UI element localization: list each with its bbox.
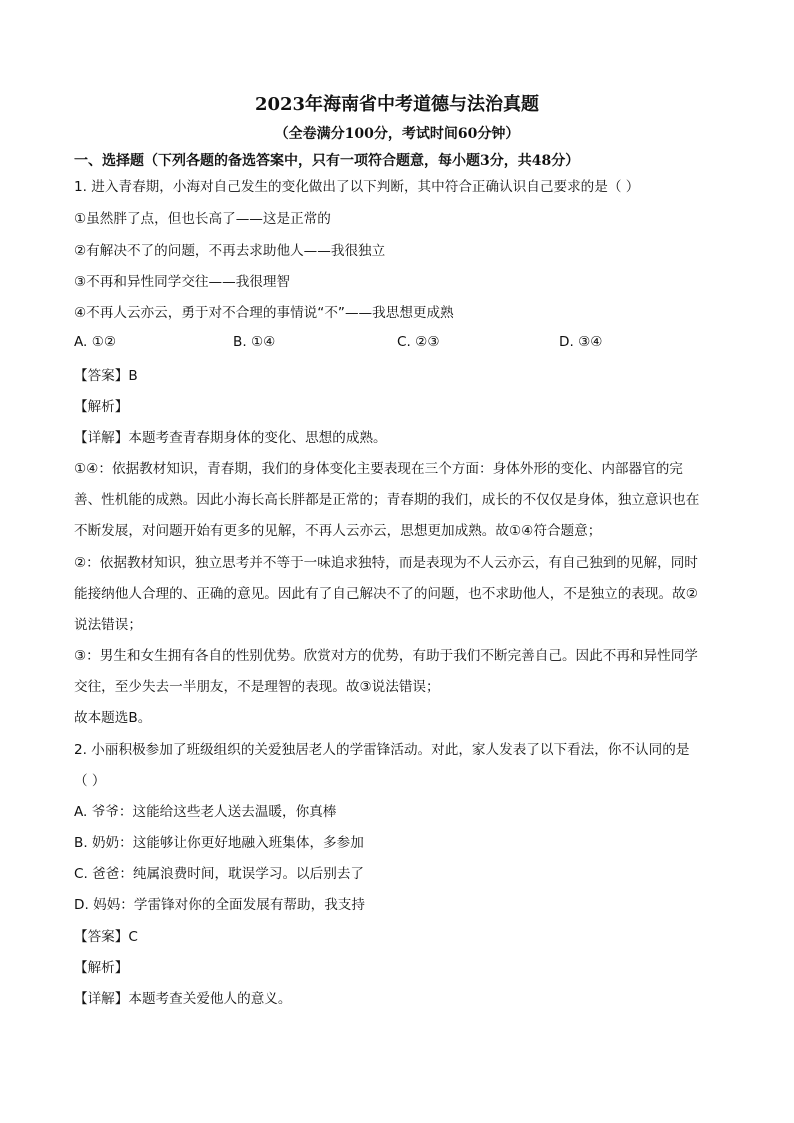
q1-explain-line-1: ①④：依据教材知识，青春期，我们的身体变化主要表现在三个方面：身体外形的变化、内部器官的完 bbox=[74, 461, 683, 477]
q1-options bbox=[74, 334, 734, 354]
q1-explain-line-6: 说法错误； bbox=[74, 617, 142, 633]
q1-detail: 【详解】本题考查青春期身体的变化、思想的成熟。 bbox=[74, 430, 387, 446]
q1-explain-line-3: 不断发展，对问题开始有更多的见解，不再人云亦云，思想更加成熟。故①④符合题意； bbox=[74, 523, 602, 539]
q2-stem-brackets: （ ） bbox=[74, 773, 106, 789]
q1-answer: 【答案】B bbox=[74, 368, 138, 384]
q1-explain-line-5: 能接纳他人合理的、正确的意见。因此有了自己解决不了的问题，也不求助他人，不是独立的表现。故② bbox=[74, 586, 698, 602]
q1-item-3: ③不再和异性同学交往——我很理智 bbox=[74, 274, 291, 290]
q1-analysis-label: 【解析】 bbox=[74, 399, 129, 415]
q1-option-a: A. ①② bbox=[74, 334, 117, 350]
q2-answer: 【答案】C bbox=[74, 929, 138, 945]
q1-explain-line-9: 故本题选B。 bbox=[74, 710, 152, 726]
q1-item-2: ②有解决不了的问题，不再去求助他人——我很独立 bbox=[74, 243, 386, 259]
q2-option-d: D. 妈妈：学雷锋对你的全面发展有帮助，我支持 bbox=[74, 897, 365, 913]
q1-explain-line-8: 交往，至少失去一半朋友，不是理智的表现。故③说法错误； bbox=[74, 679, 440, 695]
q2-detail: 【详解】本题考查关爱他人的意义。 bbox=[74, 991, 292, 1007]
page-subtitle: （全卷满分100分，考试时间60分钟） bbox=[274, 126, 520, 142]
page-title: 2023年海南省中考道德与法治真题 bbox=[254, 94, 540, 115]
q1-item-4: ④不再人云亦云，勇于对不合理的事情说“不”——我思想更成熟 bbox=[74, 305, 454, 321]
q1-stem: 1. 进入青春期，小海对自己发生的变化做出了以下判断，其中符合正确认识自己要求的是（ ） bbox=[74, 179, 640, 195]
q1-item-1: ①虽然胖了点，但也长高了——这是正常的 bbox=[74, 211, 331, 227]
q1-option-b: B. ①④ bbox=[233, 334, 276, 350]
q2-analysis-label: 【解析】 bbox=[74, 960, 129, 976]
q1-explain-line-7: ③：男生和女生拥有各自的性别优势。欣赏对方的优势，有助于我们不断完善自己。因此不再和异性同学 bbox=[74, 648, 698, 664]
q1-option-d: D. ③④ bbox=[559, 334, 603, 350]
q2-option-b: B. 奶奶：这能够让你更好地融入班集体，多参加 bbox=[74, 835, 364, 851]
section-heading: 一、选择题（下列各题的备选答案中，只有一项符合题意，每小题3分，共48分） bbox=[74, 153, 580, 169]
q2-option-a: A. 爷爷：这能给这些老人送去温暖，你真棒 bbox=[74, 804, 337, 820]
q1-option-c: C. ②③ bbox=[397, 334, 440, 350]
q2-option-c: C. 爸爸：纯属浪费时间，耽误学习。以后别去了 bbox=[74, 866, 365, 882]
q1-explain-line-2: 善、性机能的成熟。因此小海长高长胖都是正常的；青春期的我们，成长的不仅仅是身体，独立意识也在 bbox=[74, 492, 700, 508]
q2-stem: 2. 小丽积极参加了班级组织的关爱独居老人的学雷锋活动。对此，家人发表了以下看法，你不认同的是 bbox=[74, 742, 690, 758]
q1-explain-line-4: ②：依据教材知识，独立思考并不等于一味追求独特，而是表现为不人云亦云，有自己独到的见解，同时 bbox=[74, 555, 698, 571]
